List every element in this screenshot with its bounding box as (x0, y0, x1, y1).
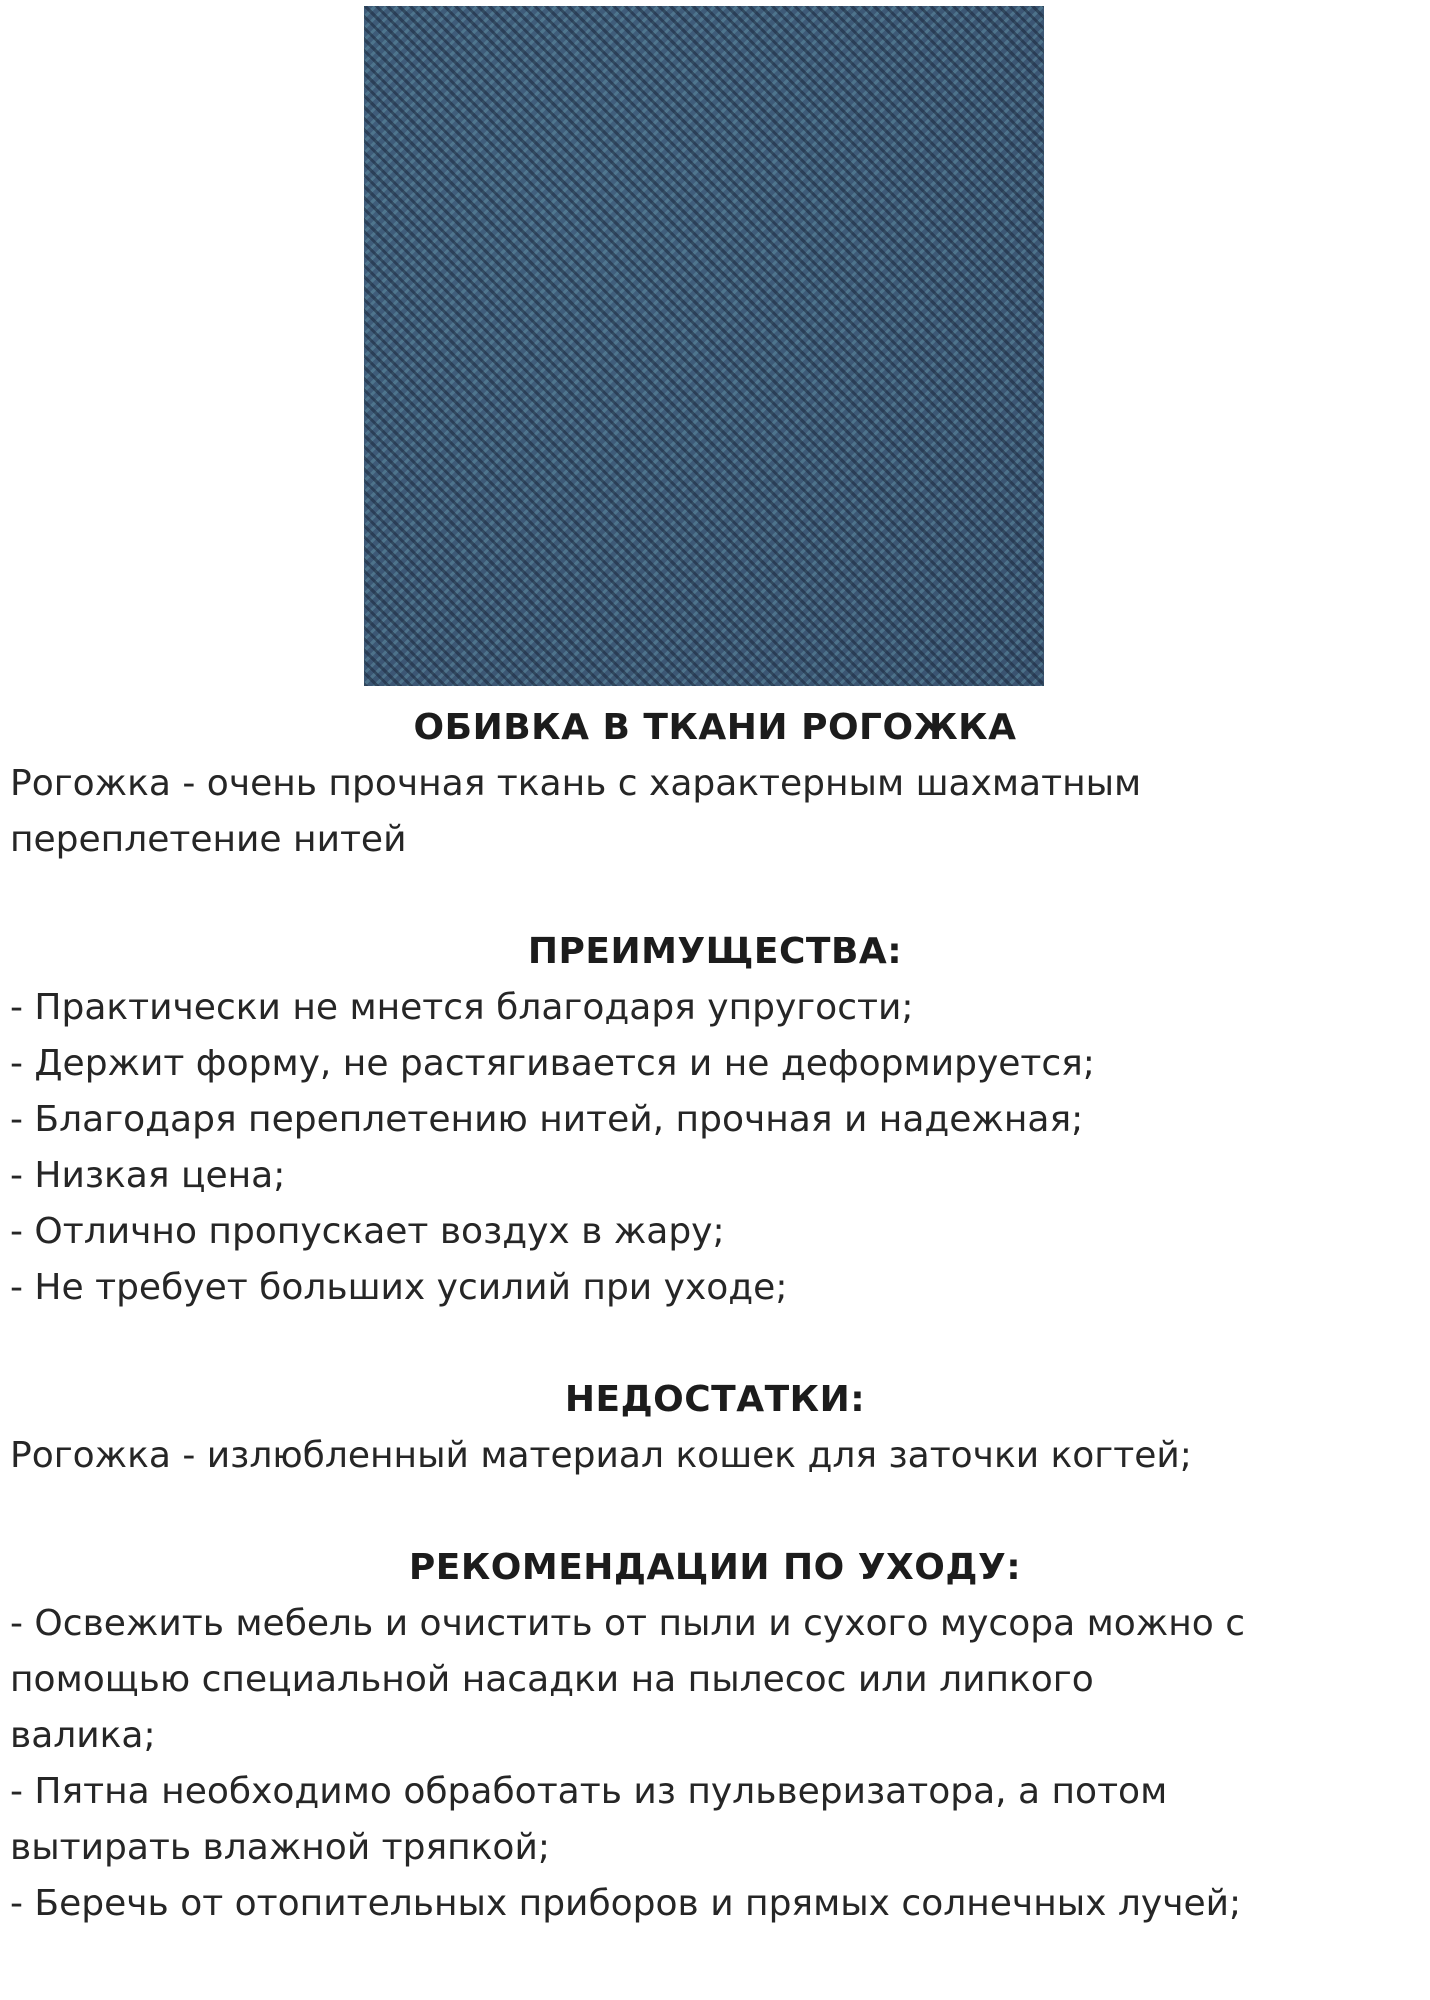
spacer (0, 1316, 1430, 1372)
disadvantage-item: Рогожка - излюбленный материал кошек для заточки когтей; (10, 1435, 1192, 1476)
advantage-item: - Держит форму, не растягивается и не деформируется; (10, 1043, 1095, 1084)
care-line: валика; (10, 1715, 156, 1756)
disadvantages-title: НЕДОСТАТКИ: (564, 1379, 866, 1420)
spacer (0, 1484, 1430, 1540)
care-line: - Пятна необходимо обработать из пульверизатора, а потом (10, 1771, 1168, 1812)
care-line: вытирать влажной тряпкой; (10, 1827, 550, 1868)
advantage-item: - Низкая цена; (10, 1155, 286, 1196)
advantage-item: - Практически не мнется благодаря упругости; (10, 987, 914, 1028)
spacer (0, 868, 1430, 924)
care-line: помощью специальной насадки на пылесос или липкого (10, 1659, 1094, 1700)
content (0, 700, 1430, 1932)
advantage-item: - Отлично пропускает воздух в жару; (10, 1211, 725, 1252)
advantages-title: ПРЕИМУЩЕСТВА: (527, 931, 903, 972)
fabric-title: ОБИВКА В ТКАНИ РОГОЖКА (413, 707, 1017, 748)
care-title: РЕКОМЕНДАЦИИ ПО УХОДУ: (408, 1547, 1022, 1588)
care-line: - Беречь от отопительных приборов и прямых солнечных лучей; (10, 1883, 1242, 1924)
fabric-description-line: переплетение нитей (10, 819, 407, 860)
fabric-swatch-image (364, 6, 1044, 686)
advantage-item: - Благодаря переплетению нитей, прочная и надежная; (10, 1099, 1084, 1140)
care-line: - Освежить мебель и очистить от пыли и сухого мусора можно с (10, 1603, 1245, 1644)
fabric-description-line: Рогожка - очень прочная ткань с характерным шахматным (10, 763, 1142, 804)
advantage-item: - Не требует больших усилий при уходе; (10, 1267, 788, 1308)
